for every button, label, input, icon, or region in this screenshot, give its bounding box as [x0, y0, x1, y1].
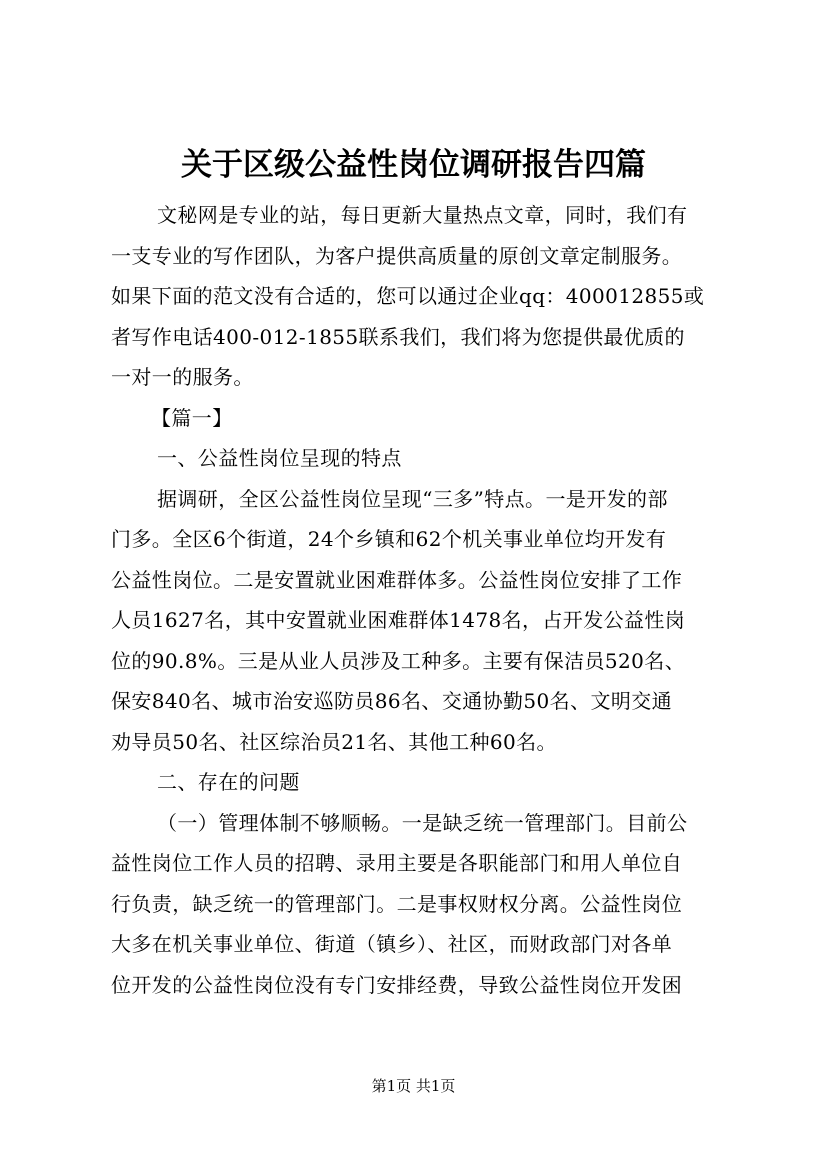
paragraph-line: 者写作电话400-012-1855联系我们，我们将为您提供最优质的 — [111, 324, 685, 349]
section-heading: 【篇一】 — [151, 405, 233, 430]
paragraph-line: 文秘网是专业的站，每日更新大量热点文章，同时，我们有 — [157, 203, 688, 227]
paragraph-line: 如果下面的范文没有合适的，您可以通过企业qq：400012855或 — [111, 284, 705, 308]
section-heading: 二、存在的问题 — [157, 770, 300, 794]
section-heading: 一、公益性岗位呈现的特点 — [157, 446, 402, 470]
paragraph-line: （一）管理体制不够顺畅。一是缺乏统一管理部门。目前公 — [157, 810, 688, 835]
paragraph-line: 据调研，全区公益性岗位呈现“三多”特点。一是开发的部 — [157, 486, 668, 511]
paragraph-line: 益性岗位工作人员的招聘、录用主要是各职能部门和用人单位自 — [111, 851, 683, 875]
document-title: 关于区级公益性岗位调研报告四篇 — [181, 147, 646, 183]
paragraph-line: 一支专业的写作团队，为客户提供高质量的原创文章定制服务。 — [111, 243, 683, 268]
paragraph-line: 位的90.8%。三是从业人员涉及工种多。主要有保洁员520名、 — [111, 648, 686, 673]
paragraph-line: 门多。全区6个街道，24个乡镇和62个机关事业单位均开发有 — [111, 527, 667, 551]
paragraph-line: 公益性岗位。二是安置就业困难群体多。公益性岗位安排了工作 — [111, 567, 683, 592]
paragraph-line: 位开发的公益性岗位没有专门安排经费，导致公益性岗位开发困 — [111, 972, 683, 997]
document-body — [111, 195, 751, 1005]
paragraph-line: 一对一的服务。 — [111, 365, 254, 389]
page-footer: 第1页 共1页 — [371, 1077, 456, 1095]
paragraph-line: 人员1627名，其中安置就业困难群体1478名，占开发公益性岗 — [111, 608, 686, 632]
paragraph-line: 行负责，缺乏统一的管理部门。二是事权财权分离。公益性岗位 — [111, 891, 683, 916]
paragraph-line: 劝导员50名、社区综治员21名、其他工种60名。 — [111, 729, 557, 754]
paragraph-line: 大多在机关事业单位、街道（镇乡）、社区，而财政部门对各单 — [111, 932, 673, 956]
paragraph-line: 保安840名、城市治安巡防员86名、交通协勤50名、文明交通 — [111, 689, 673, 713]
